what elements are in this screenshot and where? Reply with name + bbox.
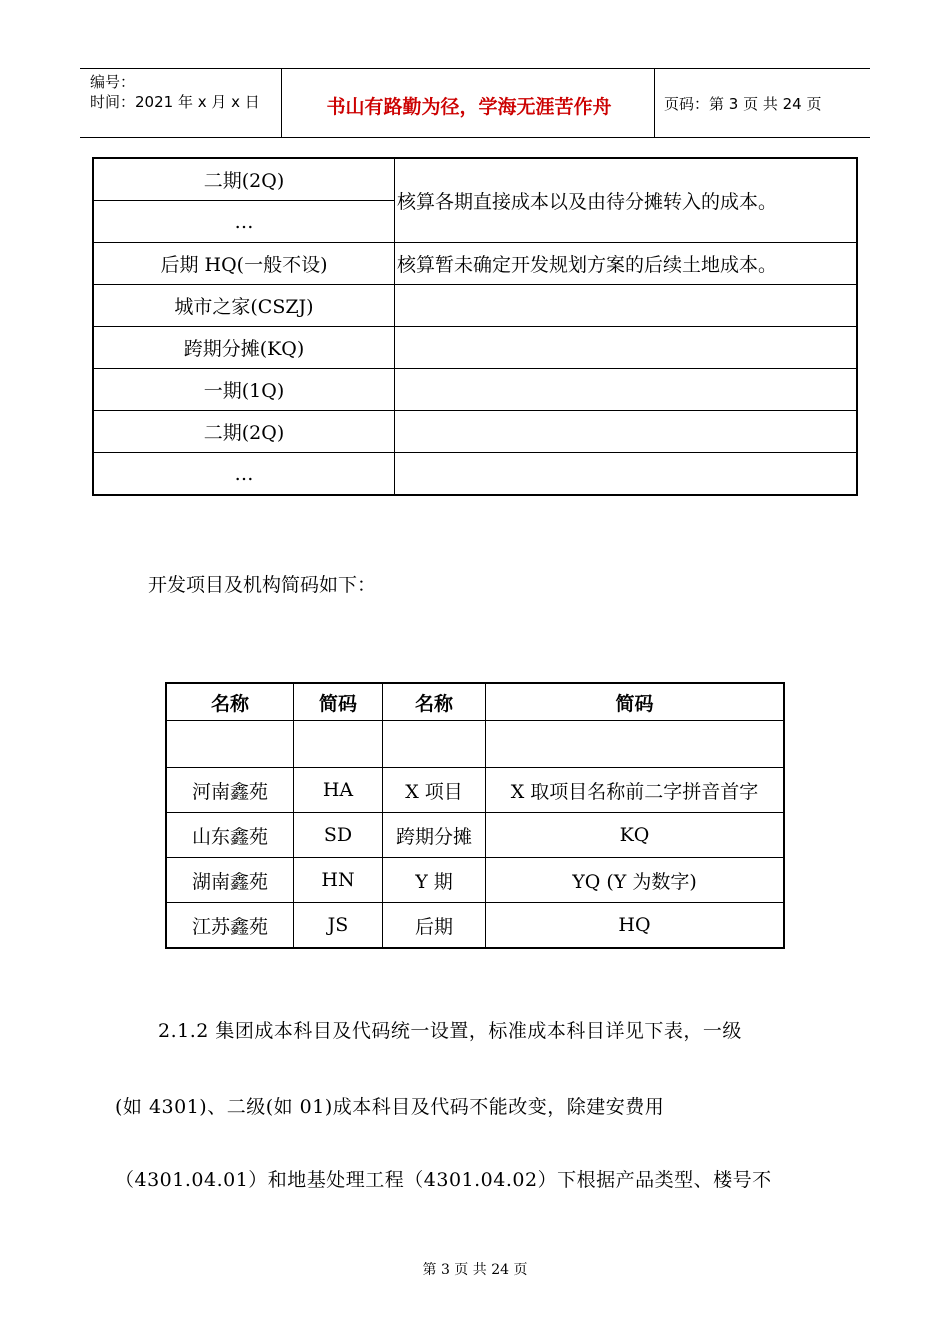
- column-header: 简码: [486, 683, 785, 721]
- header-motto: 书山有路勤为径，学海无涯苦作舟: [326, 96, 612, 118]
- table-cell: 跨期分摊(KQ): [93, 327, 395, 369]
- code-table: [165, 682, 785, 949]
- table-cell: 二期(2Q): [93, 411, 395, 453]
- table-cell: [395, 453, 858, 496]
- header-page-info: 页码：第 3 页 共 24 页: [664, 95, 822, 113]
- table-row: [166, 903, 784, 949]
- table-cell: [486, 721, 785, 768]
- table-cell: YQ (Y 为数字): [486, 858, 785, 903]
- table-cell: HA: [294, 768, 383, 813]
- table-cell: 二期(2Q): [93, 158, 395, 201]
- column-header: 简码: [294, 683, 383, 721]
- table-cell: 跨期分摊: [383, 813, 486, 858]
- time-label: 时间：2021 年 x 月 x 日: [90, 93, 260, 111]
- header-divider: [281, 69, 282, 137]
- table-cell: 一期(1Q): [93, 369, 395, 411]
- table-cell: [395, 285, 858, 327]
- table-cell: 核算各期直接成本以及由待分摊转入的成本。: [395, 158, 858, 243]
- header-divider: [654, 69, 655, 137]
- table-cell: JS: [294, 903, 383, 949]
- table-cell: KQ: [486, 813, 785, 858]
- table-cell: [395, 411, 858, 453]
- table-row: [166, 813, 784, 858]
- table-row: [93, 243, 857, 285]
- table-row: [166, 721, 784, 768]
- table-row: [93, 285, 857, 327]
- table-cell: …: [93, 201, 395, 243]
- table-cell: [294, 721, 383, 768]
- table-cell: Y 期: [383, 858, 486, 903]
- table-cell: X 项目: [383, 768, 486, 813]
- body-line: 2.1.2 集团成本科目及代码统一设置，标准成本科目详见下表，一级: [158, 1020, 742, 1042]
- table-cell: SD: [294, 813, 383, 858]
- table-cell: 河南鑫苑: [166, 768, 294, 813]
- table-row: [93, 453, 857, 496]
- body-line: （4301.04.01）和地基处理工程（4301.04.02）下根据产品类型、楼号不: [115, 1169, 772, 1191]
- table-cell: HN: [294, 858, 383, 903]
- cost-object-table: [92, 157, 858, 496]
- table-cell: 城市之家(CSZJ): [93, 285, 395, 327]
- table-cell: 后期: [383, 903, 486, 949]
- table-row: [93, 158, 857, 201]
- table-cell: 江苏鑫苑: [166, 903, 294, 949]
- table-cell: 后期 HQ(一般不设): [93, 243, 395, 285]
- number-label: 编号：: [90, 73, 136, 91]
- table-cell: …: [93, 453, 395, 496]
- table-cell: [395, 327, 858, 369]
- table-cell: X 取项目名称前二字拼音首字: [486, 768, 785, 813]
- table-cell: 核算暂未确定开发规划方案的后续土地成本。: [395, 243, 858, 285]
- body-line: (如 4301)、二级(如 01)成本科目及代码不能改变，除建安费用: [115, 1096, 665, 1118]
- table-cell: [395, 369, 858, 411]
- page-footer: 第 3 页 共 24 页: [422, 1262, 528, 1278]
- column-header: 名称: [166, 683, 294, 721]
- table-row: [166, 858, 784, 903]
- table-row: [93, 327, 857, 369]
- table-row: [166, 768, 784, 813]
- table-cell: [166, 721, 294, 768]
- table-cell: HQ: [486, 903, 785, 949]
- table-cell: 山东鑫苑: [166, 813, 294, 858]
- table-cell: [383, 721, 486, 768]
- table-cell: 湖南鑫苑: [166, 858, 294, 903]
- intro-text: 开发项目及机构简码如下：: [148, 574, 377, 596]
- column-header: 名称: [383, 683, 486, 721]
- table-header-row: [166, 683, 784, 721]
- table-row: [93, 369, 857, 411]
- table-row: [93, 411, 857, 453]
- header-meta: [90, 72, 260, 112]
